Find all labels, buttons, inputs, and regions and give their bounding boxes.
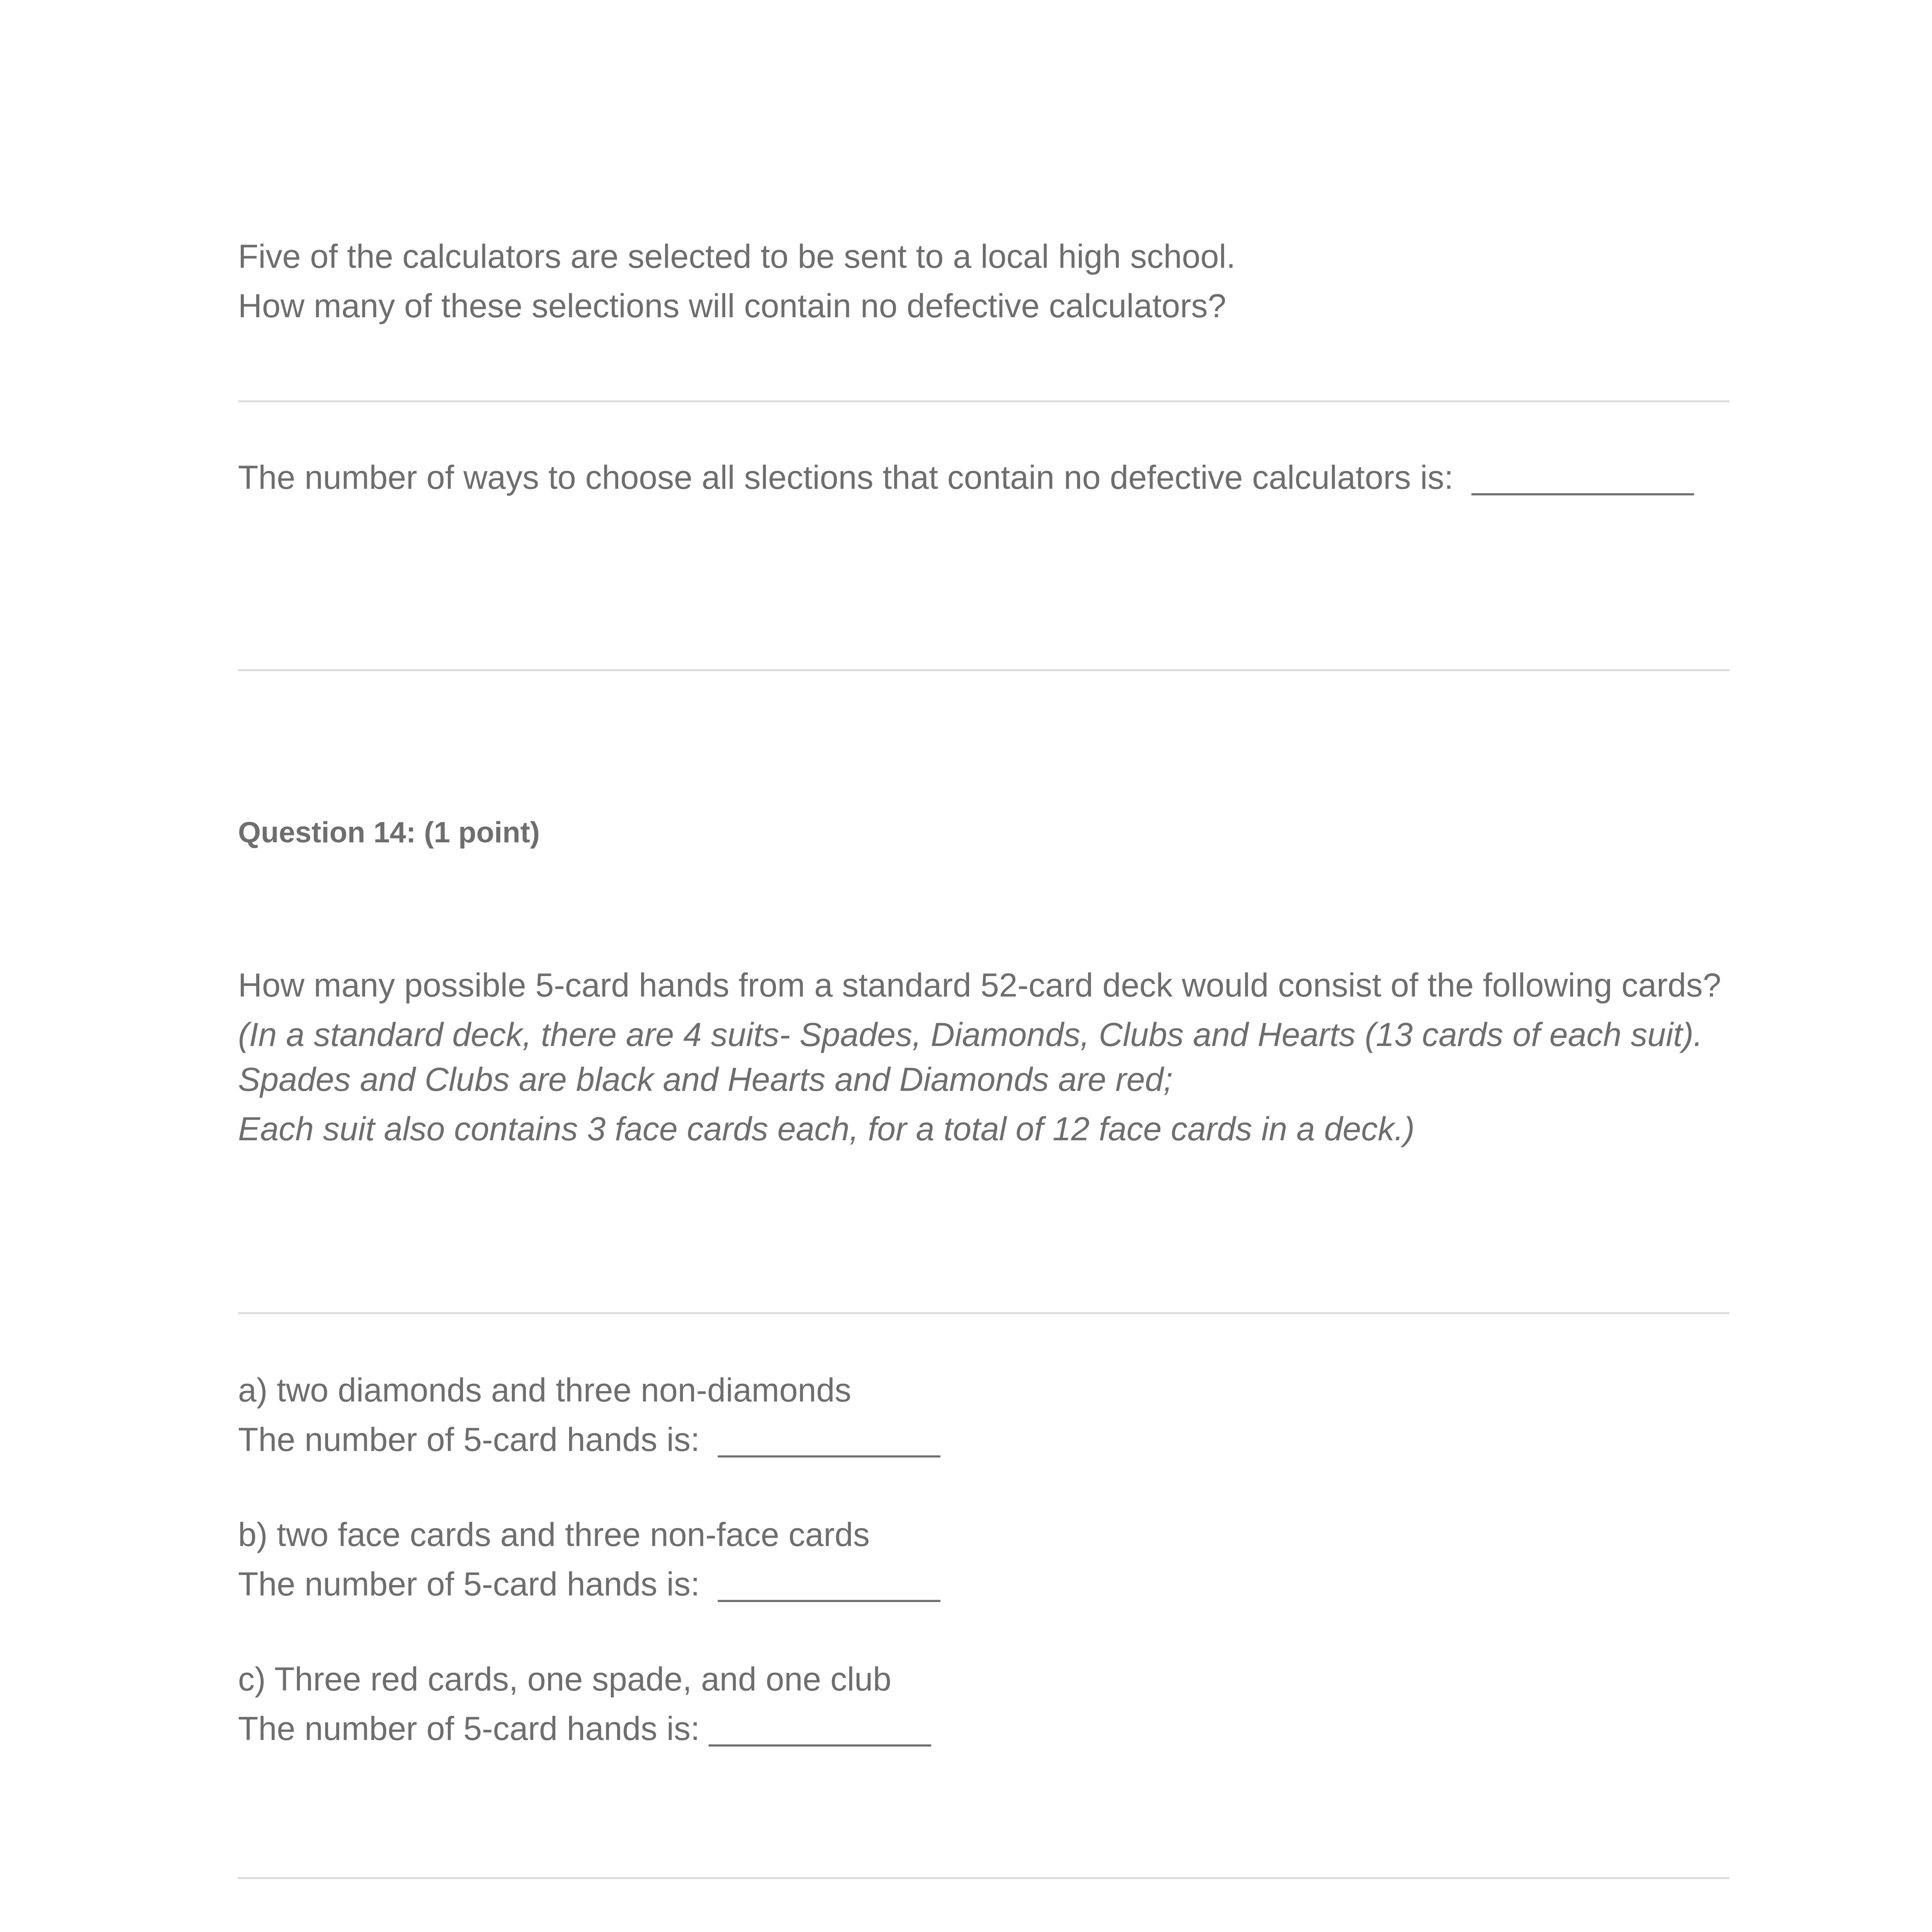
q13-answer-line: The number of ways to choose all slections that contain no defective calculators is: ____________ xyxy=(238,459,1694,496)
q13-prompt xyxy=(238,232,1730,331)
q14-part-a-label: a) two diamonds and three non-diamonds xyxy=(238,1372,852,1409)
q14-heading-block xyxy=(238,815,1730,850)
q14-prompt-text: How many possible 5-card hands from a standard 52-card deck would consist of the following cards? xyxy=(238,967,1721,1004)
q14-note-line-2: Spades and Clubs are black and Hearts and Diamonds are red; xyxy=(238,1061,1173,1098)
divider xyxy=(238,1877,1730,1879)
q13-prompt-line-2: How many of these selections will contain no defective calculators? xyxy=(238,287,1226,325)
q14-part-b-label: b) two face cards and three non-face cards xyxy=(238,1516,870,1553)
q14-part-c xyxy=(238,1655,1730,1753)
q14-part-a xyxy=(238,1366,1730,1464)
q14-part-b xyxy=(238,1510,1730,1609)
q14-note-line-1: (In a standard deck, there are 4 suits- Spades, Diamonds, Clubs and Hearts (13 cards of each suit). xyxy=(238,1016,1703,1053)
q14-prompt xyxy=(238,965,1730,1154)
divider xyxy=(238,669,1730,671)
q13-prompt-line-1: Five of the calculators are selected to be sent to a local high school. xyxy=(238,238,1236,275)
divider xyxy=(238,1312,1730,1314)
q14-part-c-answer: The number of 5-card hands is: ____________ xyxy=(238,1710,931,1747)
q14-note-line-3: Each suit also contains 3 face cards each, for a total of 12 face cards in a deck.) xyxy=(238,1111,1415,1148)
divider xyxy=(238,400,1730,402)
q14-part-a-answer: The number of 5-card hands is: ____________ xyxy=(238,1421,940,1458)
q14-heading: Question 14: (1 point) xyxy=(238,816,540,849)
q14-part-c-label: c) Three red cards, one spade, and one club xyxy=(238,1661,891,1698)
q14-part-b-answer: The number of 5-card hands is: ____________ xyxy=(238,1566,940,1603)
q13-answer xyxy=(238,453,1730,502)
